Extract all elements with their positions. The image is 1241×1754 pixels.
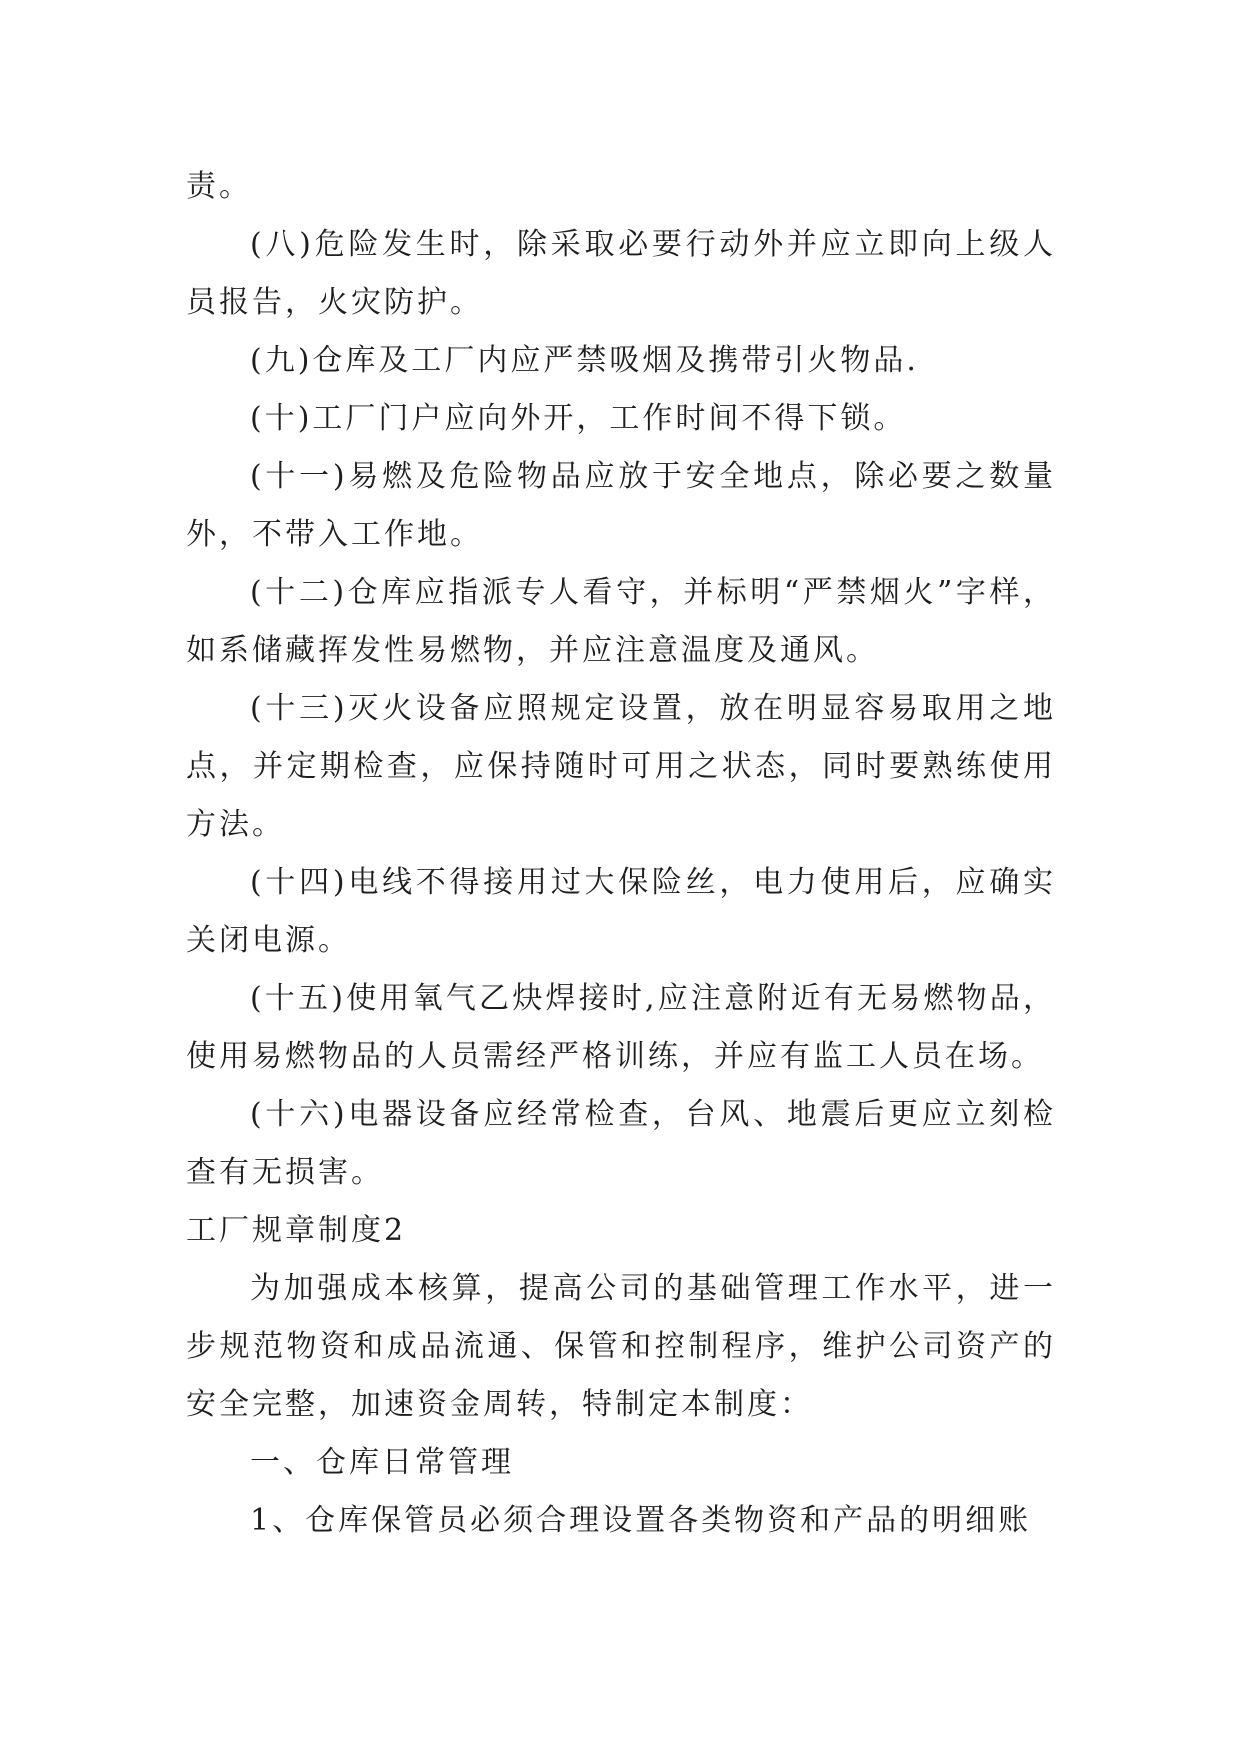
paragraph-continuation: 责。 [186,169,252,204]
paragraph-item-13: (十三)灭火设备应照规定设置，放在明显容易取用之地点，并定期检查，应保持随时可用之状态，同时要熟练使用方法。 [186,691,1056,842]
paragraph-item-15: (十五)使用氧气乙炔焊接时,应注意附近有无易燃物品，使用易燃物品的人员需经严格训练，并应有监工人员在场。 [186,981,1056,1074]
paragraph-item-10: (十)工厂门户应向外开，工作时间不得下锁。 [250,401,907,436]
paragraph-item-12: (十二)仓库应指派专人看守，并标明“严禁烟火”字样，如系储藏挥发性易燃物，并应注意温度及通风。 [186,575,1056,668]
paragraph-item-9: (九)仓库及工厂内应严禁吸烟及携带引火物品. [250,343,919,378]
paragraph-item-8: (八)危险发生时，除采取必要行动外并应立即向上级人员报告，火灾防护。 [186,227,1056,320]
paragraph-item-14: (十四)电线不得接用过大保险丝，电力使用后，应确实关闭电源。 [186,865,1056,958]
paragraph-item-16: (十六)电器设备应经常检查，台风、地震后更应立刻检查有无损害。 [186,1097,1056,1190]
paragraph-intro: 为加强成本核算，提高公司的基础管理工作水平，进一步规范物资和成品流通、保管和控制程序，维护公司资产的安全完整，加速资金周转，特制定本制度： [186,1271,1056,1422]
document-body [186,158,1056,1550]
section-heading: 工厂规章制度2 [186,1213,407,1248]
subsection-heading: 一、仓库日常管理 [250,1445,514,1480]
paragraph-item-11: (十一)易燃及危险物品应放于安全地点，除必要之数量外，不带入工作地。 [186,459,1056,552]
paragraph-rule-1: 1、仓库保管员必须合理设置各类物资和产品的明细账 [250,1503,1032,1538]
